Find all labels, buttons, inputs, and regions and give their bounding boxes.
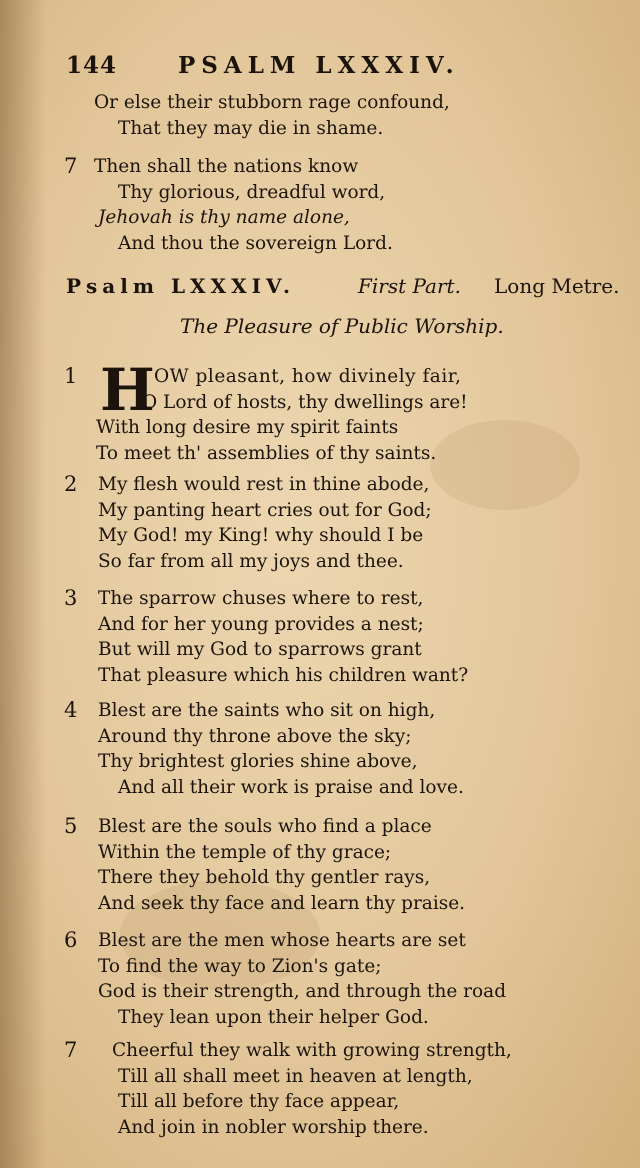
- verse-line: Within the temple of thy grace;: [98, 841, 392, 863]
- verse-line: Blest are the saints who sit on high,: [98, 700, 436, 721]
- part-label: First Part.: [358, 274, 461, 298]
- verse-line: Till all before thy face appear,: [118, 1091, 400, 1112]
- stanza-6: [64, 928, 624, 1030]
- psalm-heading: [66, 274, 626, 304]
- previous-psalm-stanza-7: [64, 154, 624, 256]
- verse-line: OW pleasant, how divinely fair,: [154, 366, 462, 387]
- verse-line: They lean upon their helper God.: [118, 1006, 429, 1028]
- verse-line: And thou the sovereign Lord.: [118, 232, 393, 254]
- metre-label: Long Metre.: [494, 274, 620, 298]
- verse-line: Thy glorious, dreadful word,: [118, 181, 386, 203]
- verse-line: So far from all my joys and thee.: [98, 550, 404, 572]
- page-number: 144: [66, 52, 118, 79]
- stanza-1: [64, 356, 624, 466]
- verse-line: Thy brightest glories shine above,: [98, 751, 418, 772]
- verse-line: And join in nobler worship there.: [118, 1116, 429, 1138]
- verse-line: To meet th' assemblies of thy saints.: [96, 442, 437, 464]
- stanza-number: 5: [64, 814, 78, 838]
- verse-line: Cheerful they walk with growing strength,: [112, 1040, 512, 1061]
- stanza-4: [64, 698, 624, 800]
- stanza-3: [64, 586, 624, 688]
- verse-line: Around thy throne above the sky;: [98, 725, 412, 747]
- previous-psalm-stanza-tail: [64, 90, 624, 141]
- verse-line: Or else their stubborn rage confound,: [94, 92, 450, 113]
- stanza-number: 4: [64, 698, 78, 722]
- stanza-number: 7: [64, 154, 78, 178]
- stanza-2: [64, 472, 624, 574]
- verse-line: Blest are the men whose hearts are set: [98, 930, 466, 951]
- stanza-number: 7: [64, 1038, 78, 1062]
- running-title: PSALM LXXXIV.: [178, 52, 460, 79]
- verse-line: That they may die in shame.: [118, 117, 384, 139]
- psalm-subtitle: The Pleasure of Public Worship.: [180, 314, 504, 338]
- verse-line: And seek thy face and learn thy praise.: [98, 892, 466, 914]
- stanza-number: 1: [64, 364, 78, 388]
- verse-line: And for her young provides a nest;: [98, 613, 424, 635]
- stanza-number: 3: [64, 586, 78, 610]
- verse-line: O Lord of hosts, thy dwellings are!: [142, 391, 468, 413]
- verse-line: Jehovah is thy name alone,: [98, 207, 350, 228]
- verse-line: Then shall the nations know: [94, 156, 359, 177]
- verse-line: My God! my King! why should I be: [98, 525, 424, 546]
- verse-line: My panting heart cries out for God;: [98, 499, 432, 521]
- verse-line: To find the way to Zion's gate;: [98, 955, 382, 977]
- verse-line: The sparrow chuses where to rest,: [98, 588, 424, 609]
- verse-line: Blest are the souls who find a place: [98, 816, 432, 837]
- verse-line: But will my God to sparrows grant: [98, 639, 422, 660]
- stanza-7: [64, 1038, 624, 1140]
- verse-line: And all their work is praise and love.: [118, 776, 464, 798]
- psalm-label: Psalm LXXXIV.: [66, 274, 295, 298]
- stanza-number: 2: [64, 472, 78, 496]
- stanza-number: 6: [64, 928, 78, 952]
- verse-line: Till all shall meet in heaven at length,: [118, 1065, 473, 1087]
- verse-line: My flesh would rest in thine abode,: [98, 474, 430, 495]
- drop-cap: H: [100, 356, 155, 424]
- verse-line: That pleasure which his children want?: [98, 664, 469, 686]
- verse-line: God is their strength, and through the road: [98, 981, 507, 1002]
- verse-line: There they behold thy gentler rays,: [98, 867, 431, 888]
- stanza-5: [64, 814, 624, 916]
- verse-line: With long desire my spirit faints: [96, 417, 399, 438]
- running-head: [66, 52, 536, 82]
